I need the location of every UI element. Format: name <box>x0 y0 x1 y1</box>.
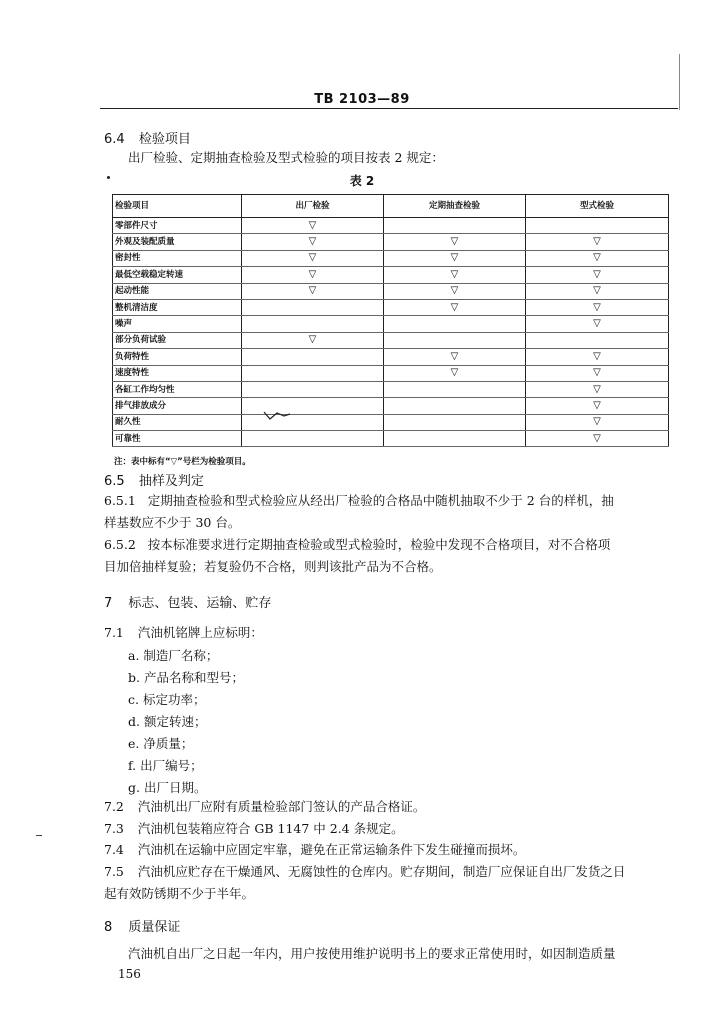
list-item: e. 净质量； <box>128 736 194 751</box>
clause-text: 汽油机包装箱应符合 GB 1147 中 2.4 条规定。 <box>137 821 404 836</box>
section-6-5-heading <box>104 470 204 489</box>
section-number: 6.4 <box>104 132 125 147</box>
column-header: 出厂检验 <box>242 195 384 218</box>
section-title: 抽样及判定 <box>138 474 204 489</box>
section-number: 8 <box>104 920 113 935</box>
page-number: 156 <box>118 967 141 981</box>
section-title: 质量保证 <box>128 920 181 935</box>
mark-cell <box>526 332 669 348</box>
table-row <box>113 283 669 299</box>
clause-number: 7.5 <box>104 864 124 879</box>
table-row <box>113 234 669 250</box>
clause-text: 按本标准要求进行定期抽查检验或型式检验时，检验中发现不合格项目，对不合格项 <box>147 537 611 552</box>
section-8-text: 汽油机自出厂之日起一年内，用户按使用维护说明书上的要求正常使用时，如因制造质量 <box>128 946 616 961</box>
section-6-4-intro: 出厂检验、定期抽查检验及型式检验的项目按表 2 规定： <box>128 150 444 165</box>
mark-cell: ▽ <box>384 365 526 381</box>
clause-number: 7.4 <box>104 842 124 857</box>
table-row <box>113 267 669 283</box>
standard-code: TB 2103—89 <box>314 92 410 107</box>
clause-text: 定期抽查检验和型式检验应从经出厂检验的合格品中随机抽取不少于 2 台的样机，抽 <box>147 493 614 508</box>
list-item: g. 出厂日期。 <box>128 780 207 795</box>
section-7-heading <box>104 592 271 611</box>
column-header: 定期抽查检验 <box>384 195 526 218</box>
clause-text: 汽油机铭牌上应标明： <box>137 625 263 640</box>
item-cell: 耐久性 <box>113 414 242 430</box>
header-rule <box>100 108 678 109</box>
mark-cell <box>384 316 526 332</box>
section-title: 检验项目 <box>138 132 191 147</box>
mark-cell: ▽ <box>526 250 669 266</box>
mark-cell: ▽ <box>526 283 669 299</box>
clause-7-2 <box>104 797 425 817</box>
column-header: 型式检验 <box>526 195 669 218</box>
clause-6-5-1-line2: 样基数应不少于 30 台。 <box>104 515 241 530</box>
clause-number: 7.1 <box>104 625 124 640</box>
mark-cell <box>242 349 384 365</box>
item-cell: 最低空载稳定转速 <box>113 267 242 283</box>
mark-cell: ▽ <box>526 365 669 381</box>
table-row <box>113 431 669 447</box>
clause-6-5-1-line1 <box>104 491 614 511</box>
clause-6-5-2-line1 <box>104 535 610 555</box>
item-cell: 起动性能 <box>113 283 242 299</box>
mark-cell: ▽ <box>526 349 669 365</box>
mark-cell: ▽ <box>242 283 384 299</box>
section-number: 6.5 <box>104 474 125 489</box>
item-cell: 负荷特性 <box>113 349 242 365</box>
mark-cell: ▽ <box>384 250 526 266</box>
list-item: c. 标定功率； <box>128 692 206 707</box>
mark-cell: ▽ <box>384 267 526 283</box>
table-row <box>113 349 669 365</box>
table-row <box>113 332 669 348</box>
clause-7-4 <box>104 840 525 860</box>
clause-text: 汽油机应贮存在干燥通风、无腐蚀性的仓库内。贮存期间，制造厂应保证自出厂发货之日 <box>137 864 626 879</box>
clause-number: 6.5.2 <box>104 537 136 552</box>
mark-cell <box>242 365 384 381</box>
clause-7-5-line1 <box>104 862 625 882</box>
table-row <box>113 218 669 234</box>
clause-number: 6.5.1 <box>104 493 136 508</box>
mark-cell <box>242 381 384 397</box>
item-cell: 排气排放成分 <box>113 398 242 414</box>
table-row <box>113 365 669 381</box>
mark-cell: ▽ <box>384 283 526 299</box>
section-number: 7 <box>104 596 113 611</box>
mark-cell: ▽ <box>384 234 526 250</box>
mark-cell: ▽ <box>526 316 669 332</box>
mark-cell: ▽ <box>526 299 669 315</box>
mark-cell: ▽ <box>242 218 384 234</box>
mark-cell: ▽ <box>242 332 384 348</box>
table-caption: 表 2 <box>349 174 375 188</box>
clause-text: 汽油机在运输中应固定牢靠，避免在正常运输条件下发生碰撞而损坏。 <box>137 842 526 857</box>
clause-7-5-line2: 起有效防锈期不少于半年。 <box>104 886 255 901</box>
mark-cell: ▽ <box>526 398 669 414</box>
table-row <box>113 250 669 266</box>
mark-cell: ▽ <box>384 299 526 315</box>
handwritten-mark <box>262 408 292 422</box>
list-item: a. 制造厂名称； <box>128 648 219 663</box>
table-row <box>113 398 669 414</box>
item-cell: 可靠性 <box>113 431 242 447</box>
mark-cell <box>242 431 384 447</box>
mark-cell <box>384 398 526 414</box>
mark-cell <box>242 299 384 315</box>
mark-cell: ▽ <box>242 267 384 283</box>
mark-cell <box>384 332 526 348</box>
table-row <box>113 316 669 332</box>
mark-cell: ▽ <box>526 267 669 283</box>
inspection-table <box>112 194 669 447</box>
mark-cell <box>384 431 526 447</box>
mark-cell: ▽ <box>384 349 526 365</box>
mark-cell: ▽ <box>526 414 669 430</box>
list-item: f. 出厂编号； <box>128 758 203 773</box>
table-row <box>113 299 669 315</box>
section-8-heading <box>104 916 180 935</box>
list-item: d. 额定转速； <box>128 714 207 729</box>
mark-cell <box>526 218 669 234</box>
section-title: 标志、包装、运输、贮存 <box>128 596 272 611</box>
section-6-4-heading <box>104 128 191 147</box>
item-cell: 整机清洁度 <box>113 299 242 315</box>
scan-margin-mark <box>36 835 42 836</box>
mark-cell <box>384 218 526 234</box>
item-cell: 噪声 <box>113 316 242 332</box>
item-cell: 密封性 <box>113 250 242 266</box>
mark-cell: ▽ <box>242 234 384 250</box>
item-cell: 部分负荷试验 <box>113 332 242 348</box>
table-note: 注：表中标有“▽”号栏为检验项目。 <box>114 457 251 467</box>
item-cell: 各缸工作均匀性 <box>113 381 242 397</box>
mark-cell: ▽ <box>526 381 669 397</box>
mark-cell: ▽ <box>526 234 669 250</box>
mark-cell: ▽ <box>526 431 669 447</box>
item-cell: 速度特性 <box>113 365 242 381</box>
clause-6-5-2-line2: 目加倍抽样复验；若复验仍不合格，则判该批产品为不合格。 <box>104 559 442 574</box>
list-item: b. 产品名称和型号； <box>128 670 244 685</box>
clause-7-3 <box>104 819 404 839</box>
clause-number: 7.3 <box>104 821 124 836</box>
mark-cell <box>242 316 384 332</box>
item-cell: 外观及装配质量 <box>113 234 242 250</box>
mark-cell <box>384 414 526 430</box>
clause-7-1 <box>104 623 263 643</box>
clause-number: 7.2 <box>104 799 124 814</box>
mark-cell <box>384 381 526 397</box>
column-header: 检验项目 <box>113 195 242 218</box>
table-row <box>113 414 669 430</box>
mark-cell: ▽ <box>242 250 384 266</box>
clause-text: 汽油机出厂应附有质量检验部门签认的产品合格证。 <box>137 799 426 814</box>
table-row <box>113 381 669 397</box>
item-cell: 零部件尺寸 <box>113 218 242 234</box>
